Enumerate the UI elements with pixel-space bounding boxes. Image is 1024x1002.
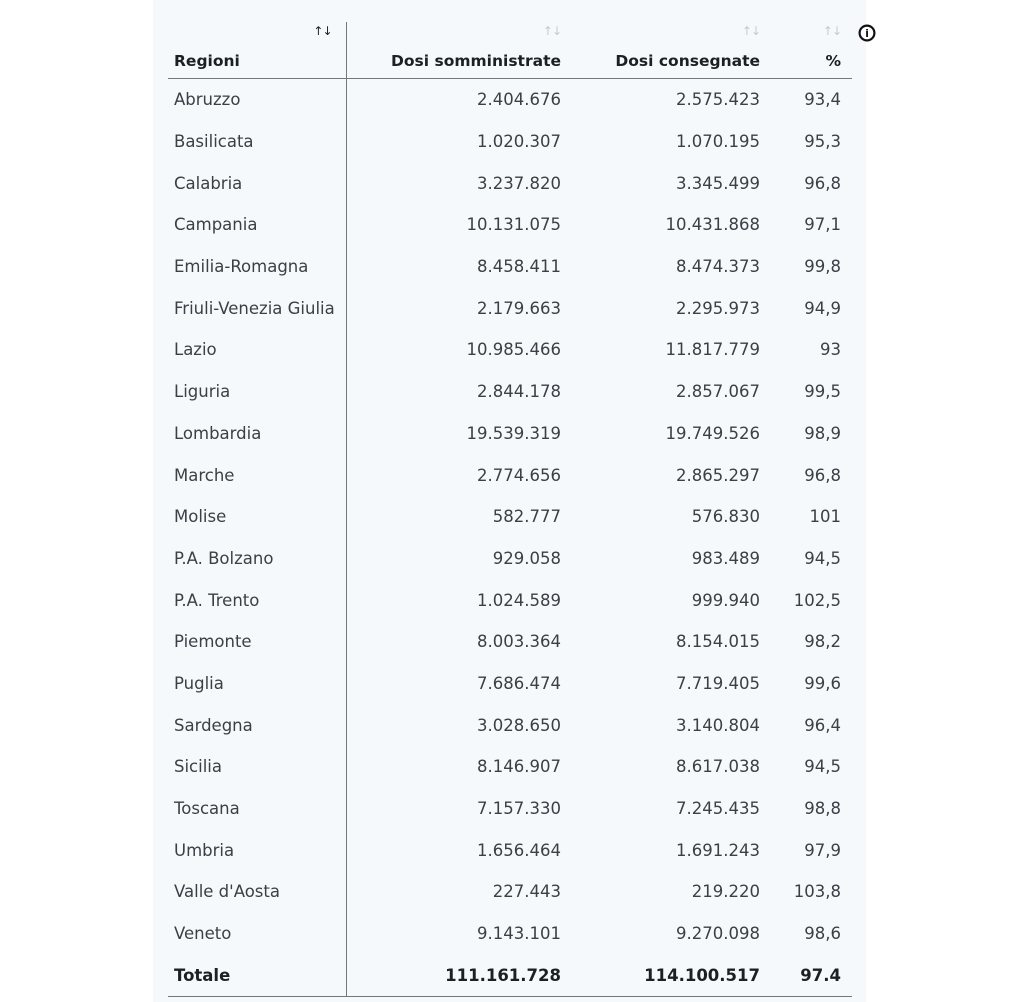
region-cell: Lazio [168, 329, 346, 371]
column-header-percent[interactable] [772, 22, 852, 79]
percent-cell: 98,8 [804, 799, 841, 819]
percent-cell: 102,5 [793, 590, 841, 610]
percent-cell: 94,5 [804, 548, 841, 568]
dosi-consegnate-cell: 7.245.435 [676, 799, 760, 819]
percent-cell: 97,9 [804, 840, 841, 860]
dosi-somministrate-cell: 929.058 [492, 548, 561, 568]
column-header-regioni[interactable] [168, 22, 346, 79]
region-cell: Molise [168, 496, 346, 538]
info-icon-glyph: i [865, 28, 869, 41]
dosi-somministrate-cell: 3.237.820 [477, 173, 561, 193]
dosi-consegnate-cell: 2.857.067 [676, 382, 760, 402]
table-row [168, 913, 852, 955]
region-cell: Friuli-Venezia Giulia [168, 287, 346, 329]
region-cell: Sardegna [168, 704, 346, 746]
dosi-consegnate-cell: 11.817.779 [665, 340, 760, 360]
column-header-label: % [825, 52, 841, 70]
percent-cell: 98,9 [804, 423, 841, 443]
dosi-consegnate-cell: 983.489 [691, 548, 760, 568]
table-row [168, 538, 852, 580]
region-cell: Calabria [168, 162, 346, 204]
dosi-somministrate-cell: 1.024.589 [477, 590, 561, 610]
column-header-label: Regioni [174, 52, 240, 70]
region-cell: P.A. Trento [168, 579, 346, 621]
region-cell: Campania [168, 204, 346, 246]
column-header-dosi-consegnate[interactable] [573, 22, 772, 79]
table-row [168, 621, 852, 663]
dosi-somministrate-cell: 2.179.663 [477, 298, 561, 318]
percent-cell: 96,4 [804, 715, 841, 735]
sort-arrows-icon[interactable]: ↑↓ [741, 24, 760, 38]
dosi-consegnate-cell: 8.154.015 [676, 632, 760, 652]
dosi-somministrate-cell: 19.539.319 [466, 423, 561, 443]
dosi-somministrate-cell: 1.656.464 [477, 840, 561, 860]
region-cell: Abruzzo [168, 79, 346, 121]
dosi-consegnate-cell: 2.575.423 [676, 90, 760, 110]
dosi-somministrate-cell: 10.131.075 [466, 215, 561, 235]
dosi-consegnate-cell: 3.345.499 [676, 173, 760, 193]
table-row [168, 79, 852, 121]
table-row [168, 246, 852, 288]
dosi-somministrate-cell: 2.404.676 [477, 90, 561, 110]
table-body [168, 79, 852, 997]
percent-cell: 93,4 [804, 90, 841, 110]
dosi-consegnate-cell: 2.295.973 [676, 298, 760, 318]
dosi-somministrate-cell: 7.686.474 [477, 673, 561, 693]
dosi-somministrate-cell: 1.020.307 [477, 132, 561, 152]
dosi-consegnate-cell: 3.140.804 [676, 715, 760, 735]
percent-cell: 99,8 [804, 257, 841, 277]
percent-cell: 94,9 [804, 298, 841, 318]
dosi-somministrate-cell: 8.146.907 [477, 757, 561, 777]
percent-cell: 99,5 [804, 382, 841, 402]
table-row [168, 204, 852, 246]
region-cell: P.A. Bolzano [168, 538, 346, 580]
sort-arrows-icon[interactable]: ↑↓ [822, 24, 841, 38]
table-row [168, 371, 852, 413]
total-percent-cell: 97.4 [772, 954, 852, 996]
dosi-consegnate-cell: 999.940 [691, 590, 760, 610]
table-row [168, 496, 852, 538]
table-row [168, 287, 852, 329]
dosi-somministrate-cell: 10.985.466 [466, 340, 561, 360]
table-row [168, 829, 852, 871]
table-row [168, 704, 852, 746]
dosi-somministrate-cell: 7.157.330 [477, 799, 561, 819]
region-cell: Toscana [168, 788, 346, 830]
dosi-somministrate-cell: 2.774.656 [477, 465, 561, 485]
table-row [168, 579, 852, 621]
table-row [168, 788, 852, 830]
dosi-somministrate-cell: 3.028.650 [477, 715, 561, 735]
percent-cell: 96,8 [804, 173, 841, 193]
table-row [168, 413, 852, 455]
dosi-consegnate-cell: 8.474.373 [676, 257, 760, 277]
sort-arrows-icon[interactable]: ↑↓ [542, 24, 561, 38]
percent-cell: 98,2 [804, 632, 841, 652]
region-cell: Umbria [168, 829, 346, 871]
percent-cell: 93 [820, 340, 841, 360]
region-cell: Sicilia [168, 746, 346, 788]
dosi-somministrate-cell: 8.003.364 [477, 632, 561, 652]
dosi-consegnate-cell: 19.749.526 [665, 423, 760, 443]
dosi-consegnate-cell: 9.270.098 [676, 924, 760, 944]
region-cell: Valle d'Aosta [168, 871, 346, 913]
dosi-somministrate-cell: 2.844.178 [477, 382, 561, 402]
dosi-consegnate-cell: 7.719.405 [676, 673, 760, 693]
table-header [168, 22, 852, 79]
percent-cell: 103,8 [793, 882, 841, 902]
total-row [168, 954, 852, 996]
table-row [168, 121, 852, 163]
percent-cell: 99,6 [804, 673, 841, 693]
dosi-consegnate-cell: 10.431.868 [665, 215, 760, 235]
region-cell: Liguria [168, 371, 346, 413]
dosi-consegnate-cell: 1.691.243 [676, 840, 760, 860]
region-cell: Marche [168, 454, 346, 496]
table-row [168, 663, 852, 705]
dosi-consegnate-cell: 1.070.195 [676, 132, 760, 152]
table-row [168, 454, 852, 496]
percent-cell: 94,5 [804, 757, 841, 777]
dosi-consegnate-cell: 219.220 [691, 882, 760, 902]
table-row [168, 871, 852, 913]
total-dosi-somministrate-cell: 111.161.728 [346, 954, 573, 996]
region-cell: Emilia-Romagna [168, 246, 346, 288]
dosi-somministrate-cell: 9.143.101 [477, 924, 561, 944]
column-header-label: Dosi consegnate [615, 52, 760, 70]
dosi-consegnate-cell: 2.865.297 [676, 465, 760, 485]
percent-cell: 95,3 [804, 132, 841, 152]
table-row [168, 746, 852, 788]
percent-cell: 98,6 [804, 924, 841, 944]
dosi-somministrate-cell: 582.777 [492, 507, 561, 527]
dosi-consegnate-cell: 8.617.038 [676, 757, 760, 777]
region-cell: Basilicata [168, 121, 346, 163]
total-dosi-consegnate-cell: 114.100.517 [573, 954, 772, 996]
info-icon[interactable] [858, 24, 876, 42]
table-row [168, 162, 852, 204]
total-region-cell: Totale [168, 954, 346, 996]
percent-cell: 97,1 [804, 215, 841, 235]
vaccine-doses-table [168, 22, 852, 997]
region-cell: Lombardia [168, 413, 346, 455]
dosi-consegnate-cell: 576.830 [691, 507, 760, 527]
percent-cell: 101 [809, 507, 841, 527]
dosi-somministrate-cell: 8.458.411 [477, 257, 561, 277]
table-row [168, 329, 852, 371]
region-cell: Veneto [168, 913, 346, 955]
sort-arrows-icon[interactable]: ↑↓ [313, 24, 332, 38]
region-cell: Puglia [168, 663, 346, 705]
dosi-somministrate-cell: 227.443 [492, 882, 561, 902]
percent-cell: 96,8 [804, 465, 841, 485]
column-header-dosi-somministrate[interactable] [346, 22, 573, 79]
region-cell: Piemonte [168, 621, 346, 663]
column-header-label: Dosi somministrate [391, 52, 561, 70]
